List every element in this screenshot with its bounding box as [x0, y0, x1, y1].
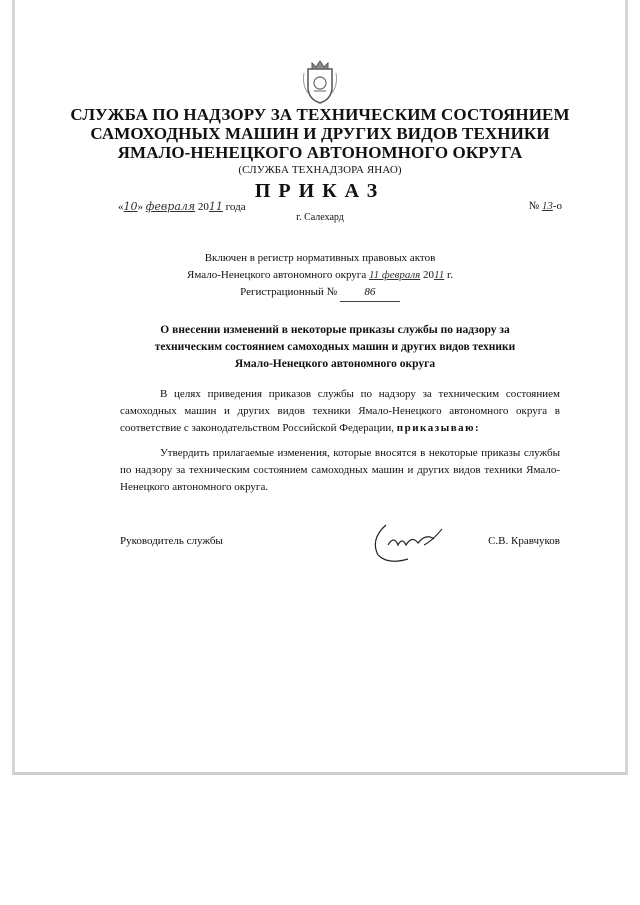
- body-paragraph-2: Утвердить прилагаемые изменения, которые вносятся в некоторые приказы службы по надзору за техническим состоянием самоходных машин и других видов техники Ямало-Ненецкого автономного округа.: [120, 447, 560, 493]
- header-abbr: (СЛУЖБА ТЕХНАДЗОРА ЯНАО): [238, 164, 402, 176]
- registry-line-2-prefix: Ямало-Ненецкого автономного округа: [187, 269, 367, 281]
- coat-of-arms-icon: [300, 55, 340, 105]
- number-suffix: -о: [552, 200, 562, 212]
- registry-number-label: Регистрационный №: [240, 286, 338, 298]
- document-header: [0, 105, 640, 178]
- subject-line-1: О внесении изменений в некоторые приказы службы по надзору за: [160, 324, 510, 336]
- handwritten-signature-icon: [368, 515, 448, 565]
- header-line-3: ЯМАЛО-НЕНЕЦКОГО АВТОНОМНОГО ОКРУГА: [117, 143, 523, 162]
- header-line-1: СЛУЖБА ПО НАДЗОРУ ЗА ТЕХНИЧЕСКИМ СОСТОЯНИЕМ: [70, 105, 570, 124]
- registry-number: 86: [340, 284, 400, 302]
- subject-line-2: техническим состоянием самоходных машин и других видов техники: [154, 341, 516, 353]
- date-close-quote: »: [137, 201, 143, 213]
- registry-year-prefix: 20: [423, 269, 435, 281]
- subject-line-3: Ямало-Ненецкого автономного округа: [234, 358, 436, 370]
- date-year-suffix: 11: [208, 200, 223, 213]
- date-year-prefix: 20: [197, 201, 209, 213]
- registry-line-2: [150, 267, 490, 284]
- date-open-quote: «: [118, 201, 124, 213]
- registry-date: 11 февраля: [368, 269, 421, 281]
- date-month: февраля: [145, 200, 196, 213]
- order-keyword: приказываю:: [396, 422, 481, 434]
- registry-line-1: Включен в регистр нормативных правовых актов: [204, 252, 436, 264]
- registry-line-3: [150, 284, 490, 302]
- signer-name: С.В. Кравчуков: [488, 535, 560, 547]
- signer-position: Руководитель службы: [120, 535, 223, 547]
- body-paragraph-1: [120, 386, 560, 437]
- document-number: [529, 200, 562, 212]
- registry-year-suffix: 11: [434, 269, 445, 281]
- header-line-2: САМОХОДНЫХ МАШИН И ДРУГИХ ВИДОВ ТЕХНИКИ: [90, 124, 550, 143]
- document-subject: [120, 322, 550, 373]
- registry-block: [150, 250, 490, 302]
- document-title: ПРИКАЗ: [254, 180, 386, 202]
- number-label: №: [528, 200, 540, 212]
- date-word: года: [225, 201, 246, 213]
- date-day: 10: [123, 200, 138, 213]
- paragraph-1-text: В целях приведения приказов службы по надзору за техническим состоянием самоходных машин и других видов техники Ямало-Ненецкого автономного округа в соответствие с законодательством Российской Федерации,: [120, 388, 560, 434]
- number-value: 13: [541, 200, 553, 212]
- registry-year-end: г.: [446, 269, 453, 281]
- document-city: г. Салехард: [296, 212, 344, 223]
